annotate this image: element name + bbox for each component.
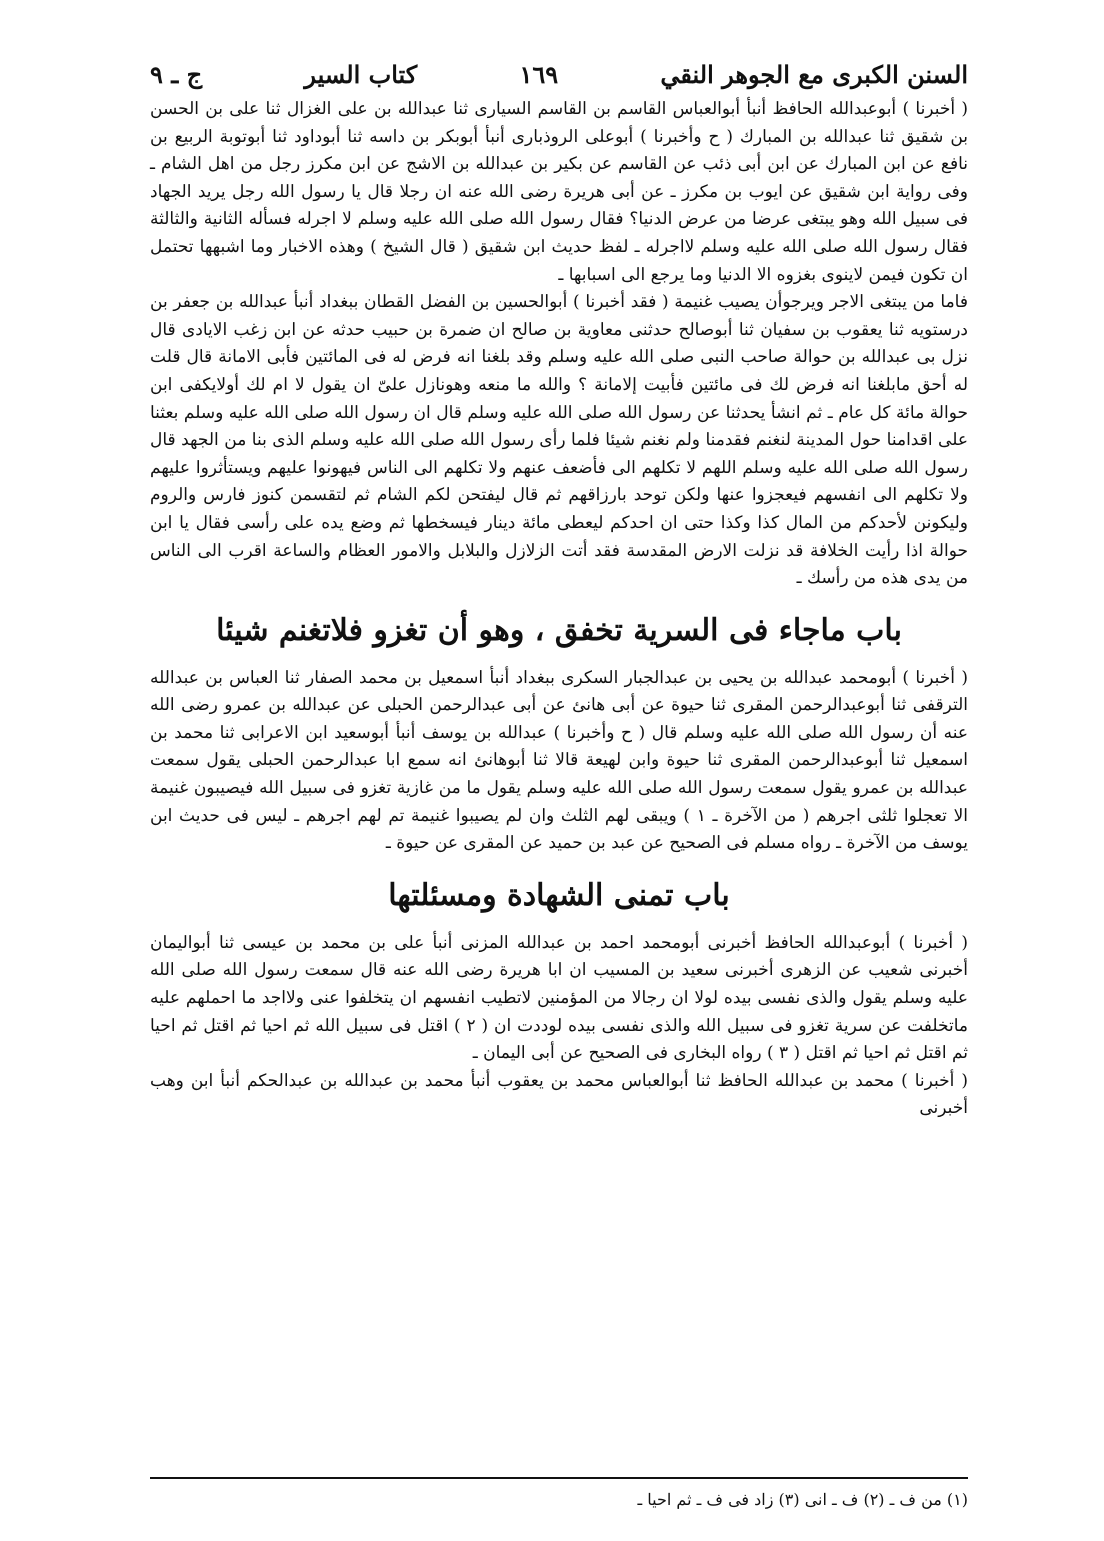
book-title: السنن الكبرى مع الجوهر النقي [660, 60, 968, 89]
running-head [150, 58, 968, 96]
main-text [150, 96, 968, 1123]
paragraph-5: ( أخبرنا ) محمد بن عبدالله الحافظ ثنا أبوالعباس محمد بن يعقوب أنبأ محمد بن عبدالله بن عبدالحكم أنبأ ابن وهب أخبرنى [150, 1070, 968, 1119]
section-heading-failed-raid: باب ماجاء فى السرية تخفق ، وهو أن تغزو فلاتغنم شيئا [216, 612, 902, 648]
footnote: (١) من ف ـ (٢) ف ـ انى (٣) زاد فى ف ـ ثم احيا ـ [637, 1490, 968, 1509]
section-heading-martyrdom: باب تمنى الشهادة ومسئلتها [388, 877, 730, 913]
paragraph-1: ( أخبرنا ) أبوعبدالله الحافظ أنبأ أبوالعباس القاسم بن القاسم السيارى ثنا عبدالله بن على الغزال ثنا على بن الحسن بن شقيق ثنا عبدالله بن المبارك ( ح وأخبرنا ) أبوعلى الروذبارى أنبأ أبوبكر بن داسه ثنا أبوداود ثنا أبوتوبة الربيع بن نافع عن ابن المبارك عن ابن أبى ذئب عن القاسم عن بكير بن عبدالله بن الاشج عن ابن مكرز رجل من اهل الشام ـ وفى رواية ابن شقيق عن ايوب بن مكرز ـ عن أبى هريرة رضى الله عنه ان رجلا قال يا رسول الله رجل يريد الجهاد فى سبيل الله وهو يبتغى عرضا من عرض الدنيا؟ فقال رسول الله صلى الله عليه وسلم لا اجرله فسأله الثانية والثالثة فقال رسول الله صلى الله عليه وسلم لااجرله ـ لفظ حديث ابن شقيق ( قال الشيخ ) وهذه الاخبار وما اشبهها تحتمل ان تكون فيمن لاينوى بغزوه الا الدنيا وما يرجع الى اسبابها ـ [150, 99, 968, 285]
footnote-divider [150, 1477, 968, 1479]
paragraph-2: فاما من يبتغى الاجر ويرجوأن يصيب غنيمة ( فقد أخبرنا ) أبوالحسين بن الفضل القطان ببغداد أنبأ عبدالله بن جعفر بن درستويه ثنا يعقوب بن سفيان ثنا أبوصالح حدثنى معاوية بن صالح ان ضمرة بن حبيب حدثه عن ابن زغب الايادى قال نزل بى عبدالله بن حوالة صاحب النبى صلى الله عليه وسلم وقد بلغنا انه فرض له فى المائتين فأبى الامانة قال قلت له أحق مابلغنا انه فرض لك فى مائتين فأبيت إلامانة ؟ والله ما منعه وهونازل علىّ ان يقول لا ام لك أولايكفى ابن حوالة مائة كل عام ـ ثم انشأ يحدثنا عن رسول الله صلى الله عليه وسلم قال ان رسول الله صلى الله عليه وسلم بعثنا على اقدامنا حول المدينة لنغنم فقدمنا ولم نغنم شيئا فلما رأى رسول الله صلى الله عليه وسلم الذى بنا من الجهد قال رسول الله صلى الله عليه وسلم اللهم لا تكلهم الى فأضعف عنهم ولا تكلهم الى الناس فيهونوا عليهم ويستأثروا عليهم ولا تكلهم الى انفسهم فيعجزوا عنها ولكن توحد بارزاقهم ثم قال ليفتحن لكم الشام ثم لتقسمن كنوز فارس والروم وليكونن لأحدكم من المال كذا وكذا حتى ان احدكم ليعطى مائة دينار فيسخطها ثم وضع يده على رأسى فقال يا ابن حوالة اذا رأيت الخلافة قد نزلت الارض المقدسة فقد أتت الزلازل والبلابل والامور العظام والساعة اقرب الى الناس من يدى هذه من رأسك ـ [150, 292, 968, 589]
chapter-title: كتاب السير [304, 60, 418, 89]
page-number: ١٦٩ [519, 60, 559, 89]
volume-number: ج ـ ٩ [150, 60, 203, 89]
paragraph-3: ( أخبرنا ) أبومحمد عبدالله بن يحيى بن عبدالجبار السكرى ببغداد أنبأ اسمعيل بن محمد الصفار ثنا العباس بن عبدالله الترقفى ثنا أبوعبدالرحمن المقرى ثنا حيوة عن أبى هانئ عن أبى عبدالرحمن الحبلى عن عبدالله بن عمرو رضى الله عنه أن رسول الله صلى الله عليه وسلم قال ( ح وأخبرنا ) عبدالله بن يوسف أنبأ أبوسعيد ابن الاعرابى ثنا محمد بن اسمعيل ثنا أبوعبدالرحمن المقرى ثنا حيوة وابن لهيعة قالا ثنا أبوهانئ انه سمع ابا عبدالرحمن الحبلى يقول سمعت عبدالله بن عمرو يقول سمعت رسول الله صلى الله عليه وسلم يقول ما من غازية تغزو فى سبيل الله فيصيبون غنيمة الا تعجلوا ثلثى اجرهم ( من الآخرة ـ ١ ) ويبقى لهم الثلث وان لم يصيبوا غنيمة تم لهم اجرهم ـ ليس فى حديث ابن يوسف من الآخرة ـ رواه مسلم فى الصحيح عن عبد بن حميد عن المقرى عن حيوة ـ [150, 667, 969, 854]
paragraph-4: ( أخبرنا ) أبوعبدالله الحافظ أخبرنى أبومحمد احمد بن عبدالله المزنى أنبأ على بن محمد بن عيسى ثنا أبواليمان أخبرنى شعيب عن الزهرى أخبرنى سعيد بن المسيب ان ابا هريرة رضى الله عنه قال سمعت رسول الله صلى الله عليه وسلم يقول والذى نفسى بيده لولا ان رجالا من المؤمنين لاتطيب انفسهم ان يتخلفوا عنى ولااجد ما احملهم عليه ماتخلفت عن سرية تغزو فى سبيل الله والذى نفسى بيده لوددت ان ( ٢ ) اقتل فى سبيل الله ثم احيا ثم اقتل ثم احيا ثم اقتل ثم احيا ثم اقتل ( ٣ ) رواه البخارى فى الصحيح عن أبى اليمان ـ [150, 932, 968, 1064]
